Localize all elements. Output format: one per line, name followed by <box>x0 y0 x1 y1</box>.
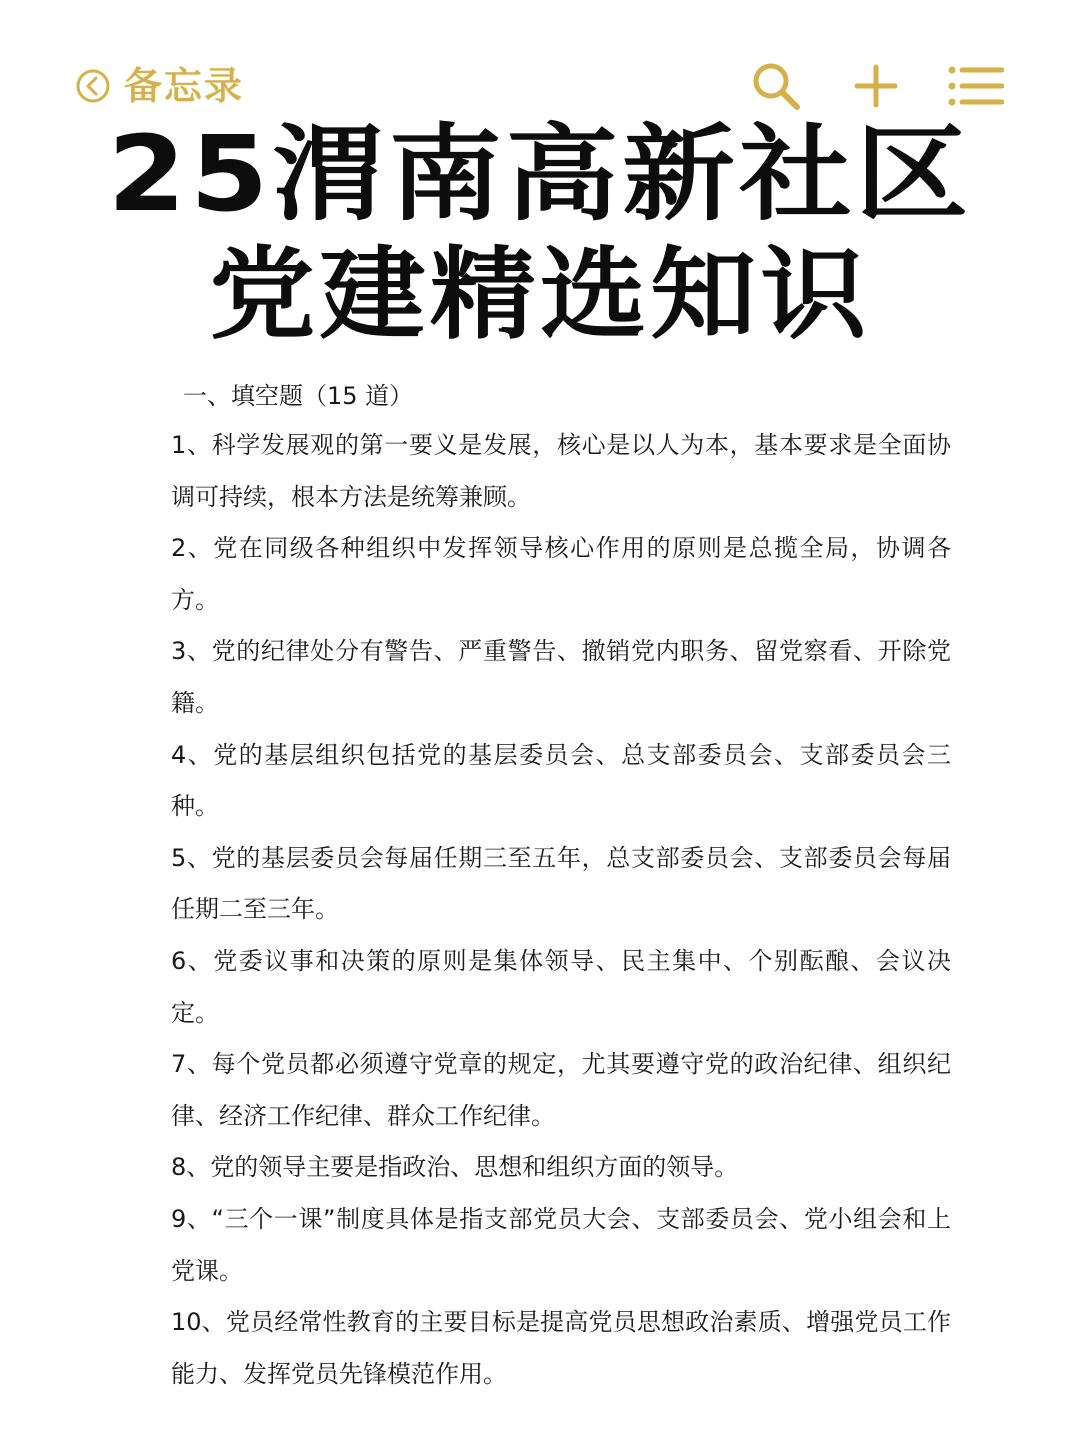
list-item: 1、科学发展观的第一要义是发展，核心是以人为本，基本要求是全面协调可持续，根本方法是统筹兼顾。 <box>171 431 951 511</box>
list-item: 3、党的纪律处分有警告、严重警告、撤销党内职务、留党察看、开除党籍。 <box>171 637 951 717</box>
back-label: 备忘录 <box>124 64 245 108</box>
list-item: 5、党的基层委员会每届任期三至五年，总支部委员会、支部委员会每届任期二至三年。 <box>171 843 951 924</box>
plus-icon <box>854 64 898 108</box>
list-item: 8、党的领导主要是指政治、思想和组织方面的领导。 <box>171 1153 739 1182</box>
note-body <box>171 372 951 1400</box>
section-heading: 一、填空题（15 道） <box>183 382 414 410</box>
page-title-line-1: 25渭南高新社区 <box>107 113 973 235</box>
chevron-left-circle-icon <box>76 69 110 103</box>
list-item: 6、党委议事和决策的原则是集体领导、民主集中、个别酝酿、会议决定。 <box>171 946 951 1027</box>
list-item: 10、党员经常性教育的主要目标是提高党员思想政治素质、增强党员工作能力、发挥党员先锋模范作用。 <box>171 1308 951 1388</box>
list-icon <box>948 66 1004 106</box>
page-title-line-2: 党建精选知识 <box>209 236 871 353</box>
list-item: 2、党在同级各种组织中发挥领导核心作用的原则是总揽全局，协调各方。 <box>171 534 951 614</box>
list-item: 4、党的基层组织包括党的基层委员会、总支部委员会、支部委员会三种。 <box>171 740 951 821</box>
list-item: 7、每个党员都必须遵守党章的规定，尤其要遵守党的政治纪律、组织纪律、经济工作纪律、群众工作纪律。 <box>171 1050 951 1130</box>
back-button[interactable] <box>76 62 244 110</box>
list-item: 9、“三个一课”制度具体是指支部党员大会、支部委员会、党小组会和上党课。 <box>171 1204 951 1285</box>
top-bar <box>0 0 1080 120</box>
